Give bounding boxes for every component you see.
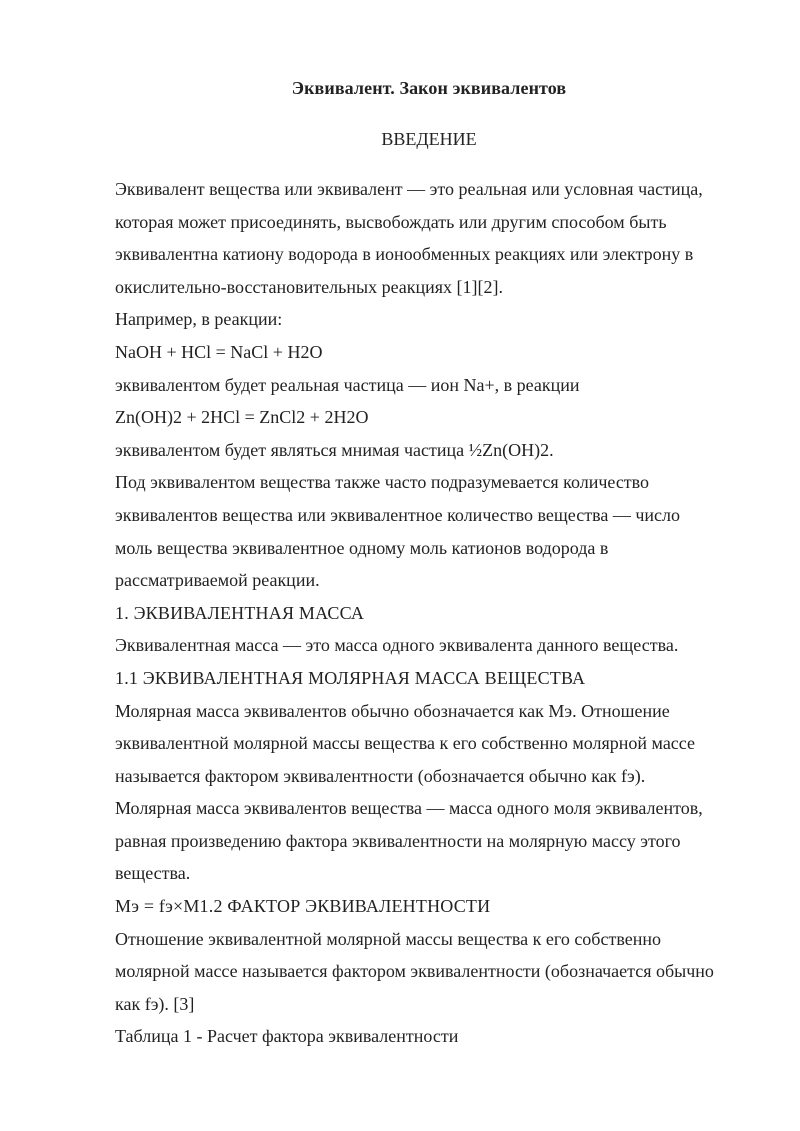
paragraph-line: Молярная масса эквивалентов вещества — масса одного моля эквивалентов, (115, 798, 703, 819)
paragraph-line: моль вещества эквивалентное одному моль катионов водорода в (115, 537, 609, 558)
paragraph-line: как fэ). [3] (115, 993, 195, 1014)
paragraph-line: Эквивалентная масса — это масса одного эквивалента данного вещества. (115, 635, 679, 656)
paragraph-line: эквивалентна катиону водорода в ионообменных реакциях или электрону в (115, 244, 694, 265)
paragraph-line: эквивалентом будет реальная частица — ион Na+, в реакции (115, 374, 580, 395)
paragraph-line: равная произведению фактора эквивалентности на молярную массу этого (115, 830, 681, 851)
paragraph-line: Под эквивалентом вещества также часто подразумевается количество (115, 472, 650, 493)
section-heading: Mэ = fэ×M1.2 ФАКТОР ЭКВИВАЛЕНТНОСТИ (115, 896, 491, 917)
paragraph-line: которая может присоединять, высвобождать или другим способом быть (115, 211, 667, 232)
paragraph-line: окислительно-восстановительных реакциях [1][2]. (115, 276, 504, 297)
section-heading: 1.1 ЭКВИВАЛЕНТНАЯ МОЛЯРНАЯ МАССА ВЕЩЕСТВА (115, 667, 586, 688)
paragraph-line: рассматриваемой реакции. (115, 570, 320, 591)
equation-line: NaOH + HCl = NaCl + H2O (115, 341, 323, 362)
paragraph-line: называется фактором эквивалентности (обозначается обычно как fэ). (115, 765, 646, 786)
paragraph-line: эквивалентной молярной массы вещества к его собственно молярной массе (115, 733, 695, 754)
table-caption: Таблица 1 - Расчет фактора эквивалентности (115, 1026, 459, 1047)
document-body (115, 177, 755, 1057)
paragraph-line: эквивалентом будет являться мнимая частица ½Zn(OH)2. (115, 439, 554, 460)
paragraph-line: Например, в реакции: (115, 309, 283, 330)
paragraph-line: эквивалентов вещества или эквивалентное количество вещества — число (115, 504, 680, 525)
section-heading-introduction: ВВЕДЕНИЕ (381, 129, 477, 149)
document-title: Эквивалент. Закон эквивалентов (291, 78, 567, 98)
equation-line: Zn(OH)2 + 2HCl = ZnCl2 + 2H2O (115, 407, 369, 428)
paragraph-line: Отношение эквивалентной молярной массы вещества к его собственно (115, 928, 661, 949)
paragraph-line: молярной массе называется фактором эквивалентности (обозначается обычно (115, 961, 714, 982)
paragraph-line: Эквивалент вещества или эквивалент — это реальная или условная частица, (115, 179, 703, 199)
paragraph-line: вещества. (115, 863, 191, 884)
paragraph-line: Молярная масса эквивалентов обычно обозначается как Mэ. Отношение (115, 700, 670, 721)
section-heading: 1. ЭКВИВАЛЕНТНАЯ МАССА (115, 602, 365, 623)
